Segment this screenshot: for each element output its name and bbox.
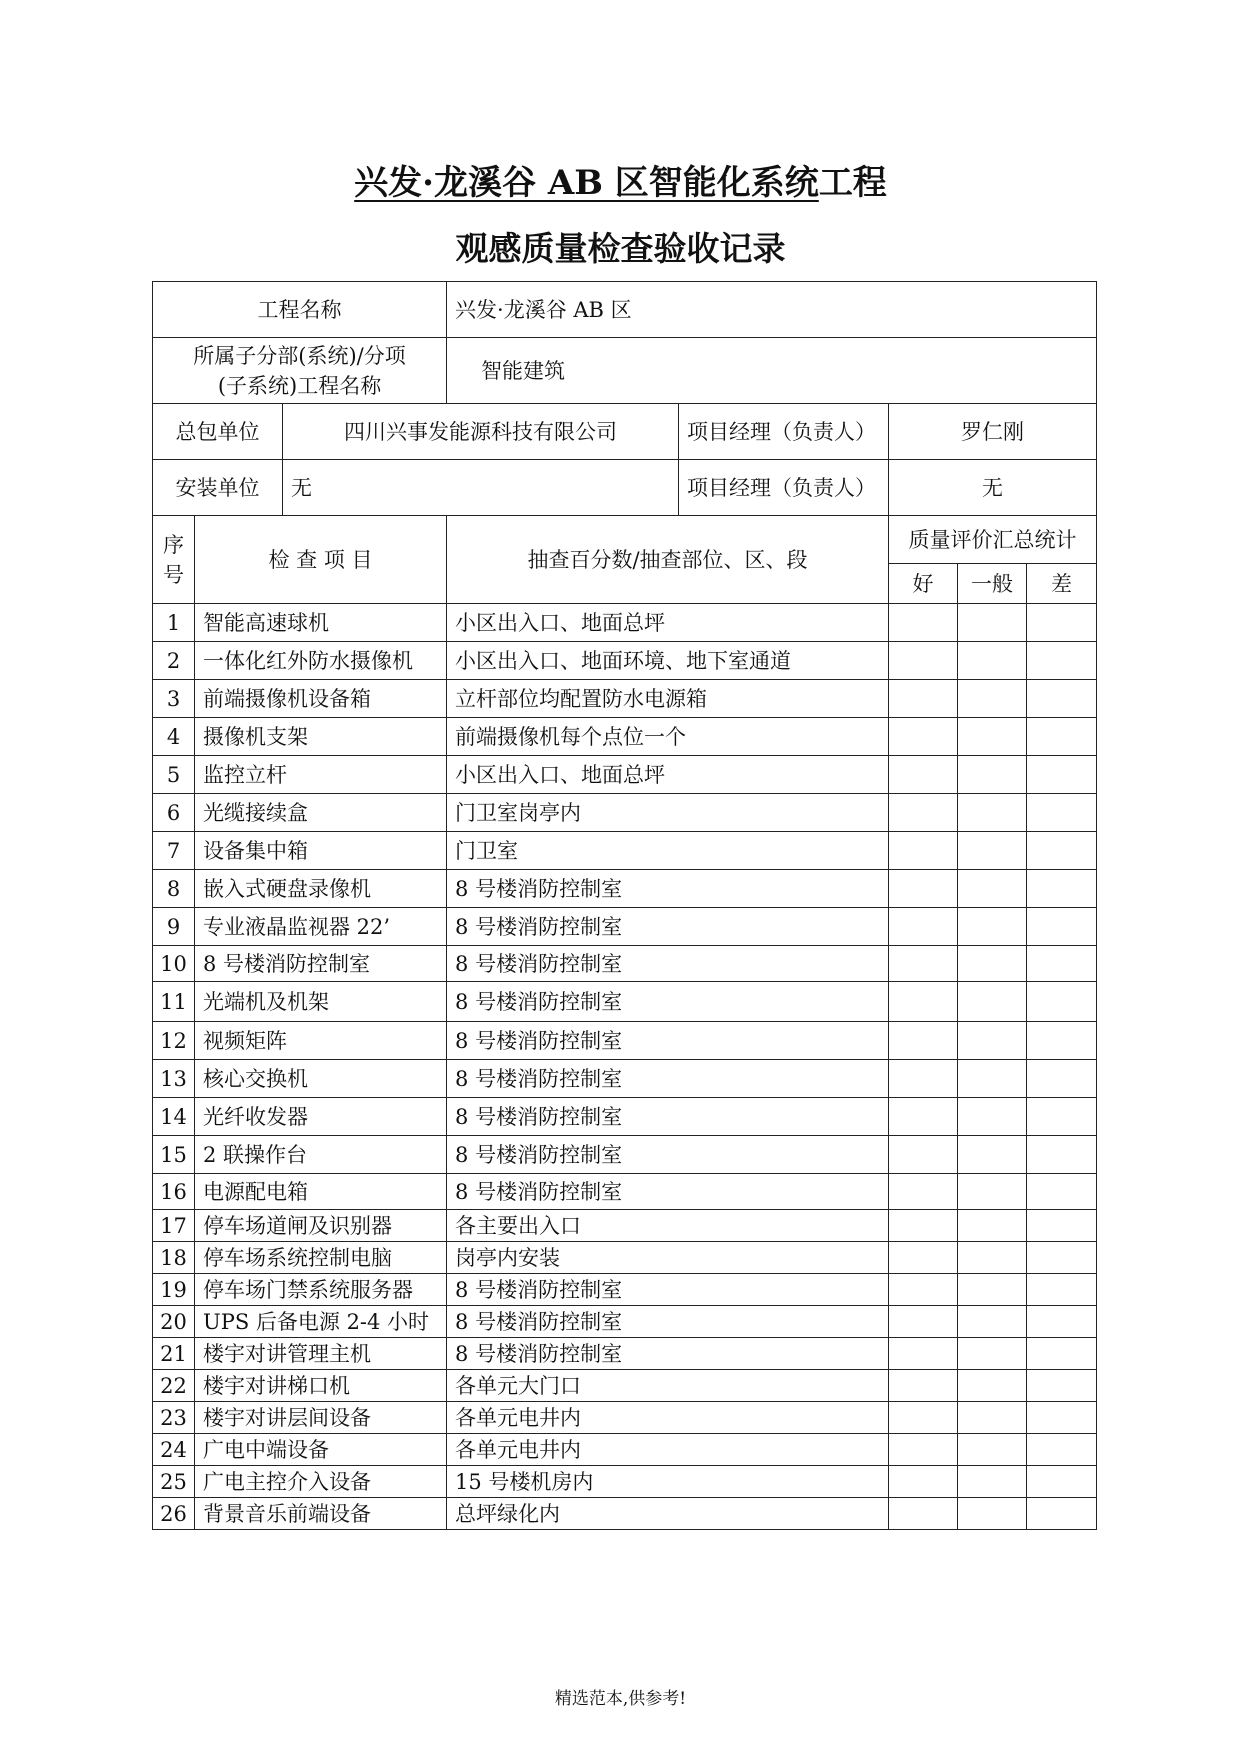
contractor-value: 四川兴事发能源科技有限公司 <box>283 404 679 460</box>
row-good-cell <box>889 908 958 946</box>
seq-header <box>153 516 195 604</box>
row-good-cell <box>889 1242 958 1274</box>
row-fair-cell <box>958 718 1027 756</box>
row-number: 18 <box>153 1242 195 1274</box>
row-good-cell <box>889 1136 958 1174</box>
row-fair-cell <box>958 1402 1027 1434</box>
row-poor-cell <box>1027 832 1097 870</box>
row-poor-cell <box>1027 1466 1097 1498</box>
row-item: 楼宇对讲梯口机 <box>195 1370 447 1402</box>
row-location: 8 号楼消防控制室 <box>447 982 889 1022</box>
row-location: 前端摄像机每个点位一个 <box>447 718 889 756</box>
row-fair-cell <box>958 604 1027 642</box>
row-good-cell <box>889 756 958 794</box>
title-tail: 工程 <box>818 163 887 203</box>
row-poor-cell <box>1027 1274 1097 1306</box>
table-row <box>153 1210 1097 1242</box>
row-item: 前端摄像机设备箱 <box>195 680 447 718</box>
row-fair-cell <box>958 680 1027 718</box>
row-location: 8 号楼消防控制室 <box>447 908 889 946</box>
table-row <box>153 908 1097 946</box>
row-fair-cell <box>958 1338 1027 1370</box>
row-item: 监控立杆 <box>195 756 447 794</box>
quality-header: 质量评价汇总统计 <box>889 516 1097 564</box>
sampling-header: 抽查百分数/抽查部位、区、段 <box>447 516 889 604</box>
table-row <box>153 982 1097 1022</box>
row-poor-cell <box>1027 1338 1097 1370</box>
installer-value: 无 <box>283 460 679 516</box>
table-row <box>153 1498 1097 1530</box>
row-good-cell <box>889 870 958 908</box>
row-number: 2 <box>153 642 195 680</box>
table-row <box>153 756 1097 794</box>
row-item: 摄像机支架 <box>195 718 447 756</box>
row-number: 24 <box>153 1434 195 1466</box>
row-item: UPS 后备电源 2-4 小时 <box>195 1306 447 1338</box>
row-poor-cell <box>1027 718 1097 756</box>
row-poor-cell <box>1027 1210 1097 1242</box>
row-poor-cell <box>1027 1098 1097 1136</box>
row-location: 门卫室 <box>447 832 889 870</box>
inspection-rows <box>153 604 1097 1530</box>
row-good-cell <box>889 832 958 870</box>
table-row <box>153 946 1097 982</box>
subsection-row <box>153 338 1097 404</box>
row-location: 15 号楼机房内 <box>447 1466 889 1498</box>
row-poor-cell <box>1027 1136 1097 1174</box>
row-poor-cell <box>1027 680 1097 718</box>
row-fair-cell <box>958 1370 1027 1402</box>
row-item: 一体化红外防水摄像机 <box>195 642 447 680</box>
row-location: 岗亭内安装 <box>447 1242 889 1274</box>
inspection-form-table <box>152 281 1097 1530</box>
subsection-value: 智能建筑 <box>447 338 1097 404</box>
row-number: 19 <box>153 1274 195 1306</box>
table-row <box>153 1022 1097 1060</box>
row-item: 智能高速球机 <box>195 604 447 642</box>
row-location: 8 号楼消防控制室 <box>447 1338 889 1370</box>
subsection-label-line2: (子系统)工程名称 <box>217 373 382 398</box>
row-number: 8 <box>153 870 195 908</box>
table-row <box>153 1466 1097 1498</box>
table-row <box>153 604 1097 642</box>
row-number: 16 <box>153 1174 195 1210</box>
table-row <box>153 1098 1097 1136</box>
row-good-cell <box>889 1498 958 1530</box>
row-location: 总坪绿化内 <box>447 1498 889 1530</box>
installer-manager-value: 无 <box>889 460 1097 516</box>
row-number: 3 <box>153 680 195 718</box>
item-header: 检 查 项 目 <box>195 516 447 604</box>
subsection-label-line1: 所属子分部(系统)/分项 <box>193 343 406 368</box>
row-item: 广电中端设备 <box>195 1434 447 1466</box>
row-poor-cell <box>1027 1242 1097 1274</box>
row-fair-cell <box>958 794 1027 832</box>
row-location: 小区出入口、地面总坪 <box>447 604 889 642</box>
table-row <box>153 1242 1097 1274</box>
row-poor-cell <box>1027 604 1097 642</box>
poor-header: 差 <box>1027 564 1097 604</box>
row-location: 门卫室岗亭内 <box>447 794 889 832</box>
row-fair-cell <box>958 1210 1027 1242</box>
row-location: 立杆部位均配置防水电源箱 <box>447 680 889 718</box>
row-good-cell <box>889 794 958 832</box>
table-row <box>153 1174 1097 1210</box>
row-good-cell <box>889 1174 958 1210</box>
row-good-cell <box>889 642 958 680</box>
row-good-cell <box>889 1306 958 1338</box>
row-good-cell <box>889 680 958 718</box>
row-fair-cell <box>958 1098 1027 1136</box>
row-poor-cell <box>1027 1060 1097 1098</box>
row-good-cell <box>889 982 958 1022</box>
table-row <box>153 870 1097 908</box>
row-number: 14 <box>153 1098 195 1136</box>
row-fair-cell <box>958 642 1027 680</box>
row-number: 1 <box>153 604 195 642</box>
row-item: 设备集中箱 <box>195 832 447 870</box>
row-poor-cell <box>1027 908 1097 946</box>
subsection-label <box>153 338 447 404</box>
row-good-cell <box>889 718 958 756</box>
row-number: 4 <box>153 718 195 756</box>
table-row <box>153 1370 1097 1402</box>
row-location: 8 号楼消防控制室 <box>447 1306 889 1338</box>
row-location: 8 号楼消防控制室 <box>447 1098 889 1136</box>
table-row <box>153 1338 1097 1370</box>
fair-header: 一般 <box>958 564 1027 604</box>
row-location: 8 号楼消防控制室 <box>447 946 889 982</box>
row-fair-cell <box>958 1466 1027 1498</box>
row-poor-cell <box>1027 756 1097 794</box>
row-fair-cell <box>958 946 1027 982</box>
row-fair-cell <box>958 1174 1027 1210</box>
row-number: 6 <box>153 794 195 832</box>
row-item: 楼宇对讲层间设备 <box>195 1402 447 1434</box>
row-good-cell <box>889 1434 958 1466</box>
row-location: 小区出入口、地面环境、地下室通道 <box>447 642 889 680</box>
row-fair-cell <box>958 870 1027 908</box>
row-item: 光端机及机架 <box>195 982 447 1022</box>
table-row <box>153 1136 1097 1174</box>
row-item: 广电主控介入设备 <box>195 1466 447 1498</box>
table-row <box>153 680 1097 718</box>
row-location: 8 号楼消防控制室 <box>447 1174 889 1210</box>
row-item: 停车场门禁系统服务器 <box>195 1274 447 1306</box>
table-row <box>153 1434 1097 1466</box>
table-row <box>153 1402 1097 1434</box>
row-number: 12 <box>153 1022 195 1060</box>
row-good-cell <box>889 1274 958 1306</box>
row-location: 各主要出入口 <box>447 1210 889 1242</box>
contractor-row <box>153 404 1097 460</box>
row-location: 8 号楼消防控制室 <box>447 1274 889 1306</box>
row-location: 各单元电井内 <box>447 1434 889 1466</box>
row-fair-cell <box>958 1060 1027 1098</box>
row-item: 背景音乐前端设备 <box>195 1498 447 1530</box>
row-item: 停车场系统控制电脑 <box>195 1242 447 1274</box>
table-row <box>153 1306 1097 1338</box>
seq-header-line2: 号 <box>163 562 184 587</box>
row-fair-cell <box>958 1136 1027 1174</box>
row-number: 5 <box>153 756 195 794</box>
row-item: 停车场道闸及识别器 <box>195 1210 447 1242</box>
contractor-label: 总包单位 <box>153 404 283 460</box>
row-good-cell <box>889 1210 958 1242</box>
row-poor-cell <box>1027 870 1097 908</box>
row-good-cell <box>889 604 958 642</box>
project-name-row <box>153 282 1097 338</box>
row-good-cell <box>889 1370 958 1402</box>
row-item: 电源配电箱 <box>195 1174 447 1210</box>
row-location: 8 号楼消防控制室 <box>447 1060 889 1098</box>
row-poor-cell <box>1027 1370 1097 1402</box>
row-good-cell <box>889 1022 958 1060</box>
row-number: 20 <box>153 1306 195 1338</box>
row-poor-cell <box>1027 794 1097 832</box>
row-item: 专业液晶监视器 22’ <box>195 908 447 946</box>
row-poor-cell <box>1027 1402 1097 1434</box>
row-good-cell <box>889 1402 958 1434</box>
row-number: 11 <box>153 982 195 1022</box>
row-fair-cell <box>958 1242 1027 1274</box>
table-row <box>153 832 1097 870</box>
row-number: 17 <box>153 1210 195 1242</box>
row-fair-cell <box>958 982 1027 1022</box>
row-number: 9 <box>153 908 195 946</box>
row-number: 7 <box>153 832 195 870</box>
row-fair-cell <box>958 1274 1027 1306</box>
installer-row <box>153 460 1097 516</box>
title-underlined: 兴发·龙溪谷 AB 区智能化系统 <box>354 163 819 203</box>
row-location: 8 号楼消防控制室 <box>447 870 889 908</box>
row-location: 8 号楼消防控制室 <box>447 1022 889 1060</box>
table-row <box>153 794 1097 832</box>
row-number: 22 <box>153 1370 195 1402</box>
row-item: 楼宇对讲管理主机 <box>195 1338 447 1370</box>
table-row <box>153 1060 1097 1098</box>
installer-label: 安装单位 <box>153 460 283 516</box>
row-number: 13 <box>153 1060 195 1098</box>
row-poor-cell <box>1027 1022 1097 1060</box>
row-poor-cell <box>1027 1174 1097 1210</box>
row-number: 25 <box>153 1466 195 1498</box>
row-fair-cell <box>958 1498 1027 1530</box>
table-row <box>153 1274 1097 1306</box>
row-item: 光纤收发器 <box>195 1098 447 1136</box>
row-item: 嵌入式硬盘录像机 <box>195 870 447 908</box>
row-location: 小区出入口、地面总坪 <box>447 756 889 794</box>
installer-manager-label: 项目经理（负责人） <box>679 460 889 516</box>
row-good-cell <box>889 946 958 982</box>
row-poor-cell <box>1027 1306 1097 1338</box>
row-item: 核心交换机 <box>195 1060 447 1098</box>
page-footer: 精选范本,供参考! <box>554 1689 687 1709</box>
manager-value: 罗仁刚 <box>889 404 1097 460</box>
row-item: 2 联操作台 <box>195 1136 447 1174</box>
row-number: 21 <box>153 1338 195 1370</box>
row-good-cell <box>889 1060 958 1098</box>
row-item: 8 号楼消防控制室 <box>195 946 447 982</box>
row-location: 8 号楼消防控制室 <box>447 1136 889 1174</box>
row-poor-cell <box>1027 1434 1097 1466</box>
row-number: 23 <box>153 1402 195 1434</box>
row-fair-cell <box>958 832 1027 870</box>
row-fair-cell <box>958 1306 1027 1338</box>
row-poor-cell <box>1027 1498 1097 1530</box>
row-poor-cell <box>1027 642 1097 680</box>
row-location: 各单元电井内 <box>447 1402 889 1434</box>
row-number: 15 <box>153 1136 195 1174</box>
document-title <box>0 160 1241 206</box>
row-fair-cell <box>958 908 1027 946</box>
row-number: 26 <box>153 1498 195 1530</box>
row-good-cell <box>889 1466 958 1498</box>
table-row <box>153 642 1097 680</box>
row-poor-cell <box>1027 982 1097 1022</box>
good-header: 好 <box>889 564 958 604</box>
table-row <box>153 718 1097 756</box>
document-subtitle: 观感质量检查验收记录 <box>455 229 786 268</box>
row-item: 光缆接续盒 <box>195 794 447 832</box>
row-good-cell <box>889 1338 958 1370</box>
project-name-value: 兴发·龙溪谷 AB 区 <box>447 282 1097 338</box>
row-good-cell <box>889 1098 958 1136</box>
row-number: 10 <box>153 946 195 982</box>
row-fair-cell <box>958 1022 1027 1060</box>
seq-header-line1: 序 <box>163 532 184 557</box>
row-fair-cell <box>958 1434 1027 1466</box>
row-item: 视频矩阵 <box>195 1022 447 1060</box>
project-name-label: 工程名称 <box>153 282 447 338</box>
row-poor-cell <box>1027 946 1097 982</box>
row-fair-cell <box>958 756 1027 794</box>
manager-label: 项目经理（负责人） <box>679 404 889 460</box>
row-location: 各单元大门口 <box>447 1370 889 1402</box>
header-row-1 <box>153 516 1097 564</box>
